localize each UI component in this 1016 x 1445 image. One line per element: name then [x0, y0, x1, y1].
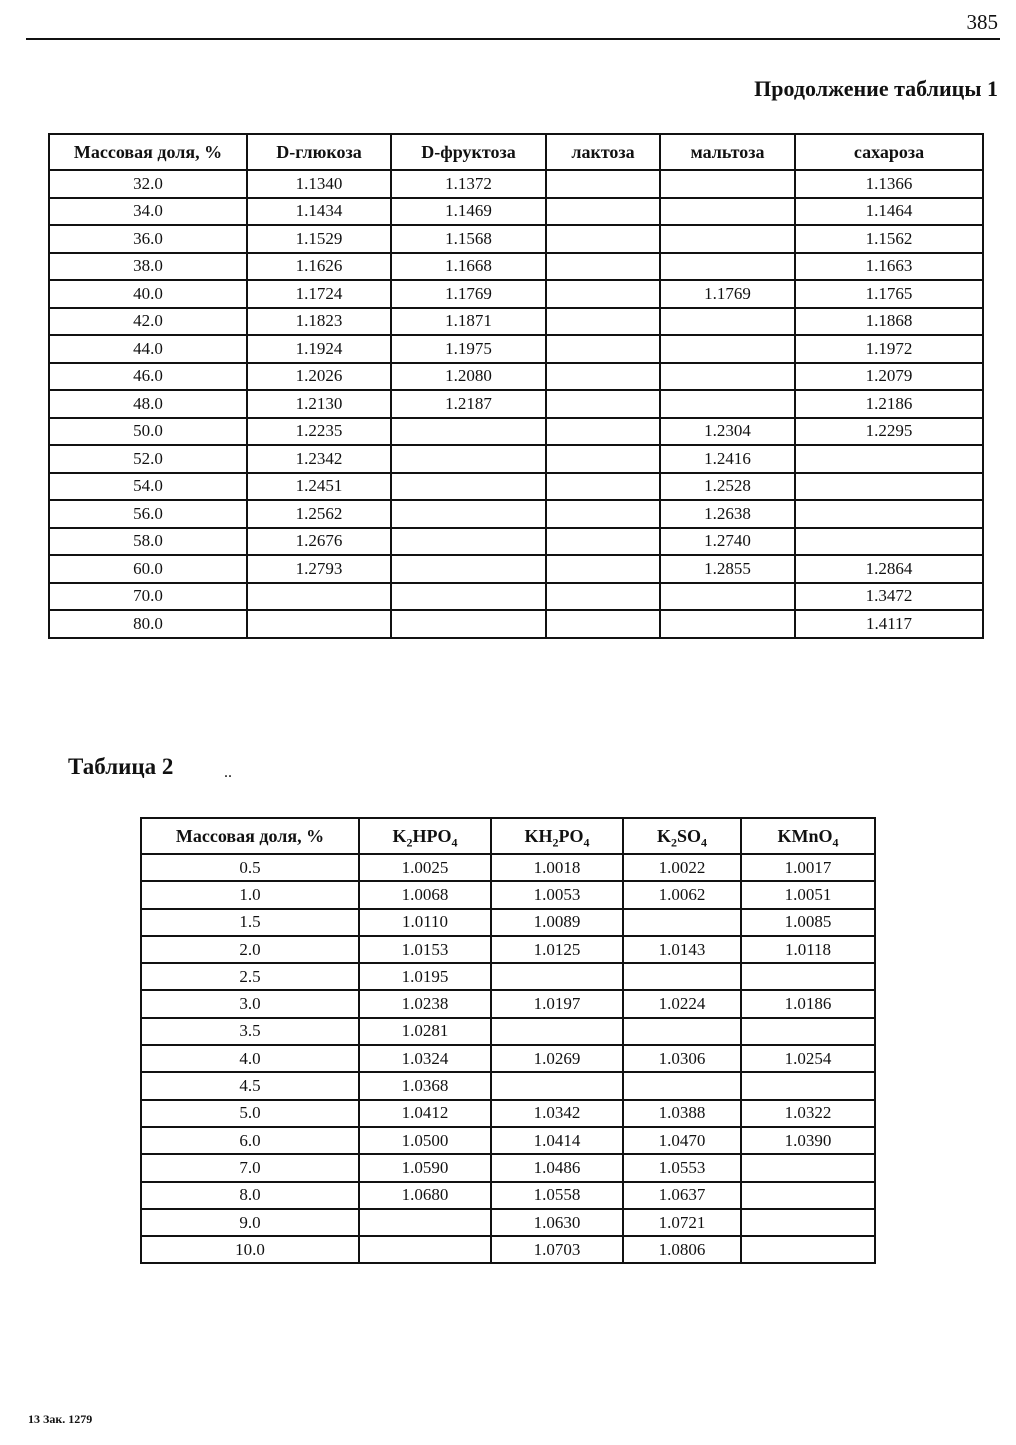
- table-cell: 1.2295: [795, 418, 983, 446]
- table-cell: [741, 1072, 875, 1099]
- table-cell: [546, 528, 660, 556]
- table-cell: 1.0125: [491, 936, 623, 963]
- table-cell: 1.2740: [660, 528, 795, 556]
- table-row: [141, 1236, 875, 1263]
- table-cell: 1.1529: [247, 225, 391, 253]
- table-cell: [660, 610, 795, 638]
- table-header-row: [49, 134, 983, 170]
- table-cell: 1.1724: [247, 280, 391, 308]
- table-cell: 1.4117: [795, 610, 983, 638]
- table-cell: 1.0051: [741, 881, 875, 908]
- table-cell: 1.2026: [247, 363, 391, 391]
- table-cell: [795, 528, 983, 556]
- table-cell: 1.0412: [359, 1100, 491, 1127]
- table-cell: [623, 909, 741, 936]
- table-cell: 1.0306: [623, 1045, 741, 1072]
- table-cell: 1.0186: [741, 990, 875, 1017]
- table-cell: 1.0342: [491, 1100, 623, 1127]
- table-cell: [391, 418, 546, 446]
- table-cell: 3.0: [141, 990, 359, 1017]
- table-cell: [491, 1018, 623, 1045]
- density-table-2: [140, 817, 876, 1264]
- table-cell: 42.0: [49, 308, 247, 336]
- formula-subscript: 2: [406, 835, 413, 850]
- column-header: [741, 818, 875, 854]
- table-cell: 1.5: [141, 909, 359, 936]
- table-cell: 1.0238: [359, 990, 491, 1017]
- table-row: [141, 1154, 875, 1181]
- table-cell: 1.0053: [491, 881, 623, 908]
- table-cell: 1.0806: [623, 1236, 741, 1263]
- table-cell: 1.1469: [391, 198, 546, 226]
- table-cell: 1.1434: [247, 198, 391, 226]
- formula-text: K: [392, 825, 407, 846]
- table-cell: [741, 1182, 875, 1209]
- table-cell: 6.0: [141, 1127, 359, 1154]
- table-cell: 1.2079: [795, 363, 983, 391]
- formula-text: K: [656, 825, 671, 846]
- formula-subscript: 4: [701, 835, 708, 850]
- table-cell: 1.0224: [623, 990, 741, 1017]
- table-cell: 40.0: [49, 280, 247, 308]
- table-cell: [546, 335, 660, 363]
- table-row: [141, 1182, 875, 1209]
- table-row: [141, 1100, 875, 1127]
- formula-subscript: 4: [451, 835, 458, 850]
- table-cell: 36.0: [49, 225, 247, 253]
- table-row: [49, 308, 983, 336]
- density-table-1: [48, 133, 984, 639]
- table-row: [141, 854, 875, 881]
- table-cell: 3.5: [141, 1018, 359, 1045]
- table-cell: 56.0: [49, 500, 247, 528]
- table-cell: 1.1366: [795, 170, 983, 198]
- table-cell: [546, 555, 660, 583]
- table-cell: [795, 473, 983, 501]
- table-cell: [546, 225, 660, 253]
- table-cell: 1.0553: [623, 1154, 741, 1181]
- table-cell: 1.0068: [359, 881, 491, 908]
- table-cell: 8.0: [141, 1182, 359, 1209]
- table-cell: 1.2186: [795, 390, 983, 418]
- table-cell: 1.1871: [391, 308, 546, 336]
- table-cell: 1.0153: [359, 936, 491, 963]
- table-cell: 1.1765: [795, 280, 983, 308]
- table-cell: 1.2451: [247, 473, 391, 501]
- table-cell: 46.0: [49, 363, 247, 391]
- footer-note: 13 Зак. 1279: [28, 1412, 93, 1426]
- table-cell: [660, 198, 795, 226]
- table-cell: 1.2676: [247, 528, 391, 556]
- table-cell: [546, 308, 660, 336]
- table-row: [141, 1018, 875, 1045]
- table-row: [49, 280, 983, 308]
- table-cell: 1.0062: [623, 881, 741, 908]
- table-row: [49, 198, 983, 226]
- table-cell: 1.0143: [623, 936, 741, 963]
- table-cell: 1.1340: [247, 170, 391, 198]
- table-cell: 34.0: [49, 198, 247, 226]
- formula-text: PO: [558, 825, 584, 846]
- table-cell: [546, 500, 660, 528]
- table-cell: [546, 390, 660, 418]
- table-cell: 1.3472: [795, 583, 983, 611]
- table-row: [49, 363, 983, 391]
- table-cell: [391, 528, 546, 556]
- table-cell: 44.0: [49, 335, 247, 363]
- table-cell: [546, 473, 660, 501]
- table-cell: 48.0: [49, 390, 247, 418]
- table-row: [49, 225, 983, 253]
- table-cell: [391, 445, 546, 473]
- table-cell: 1.0721: [623, 1209, 741, 1236]
- formula-subscript: 2: [552, 835, 559, 850]
- table-row: [49, 253, 983, 281]
- table-cell: 1.1868: [795, 308, 983, 336]
- table-cell: 1.2130: [247, 390, 391, 418]
- table-cell: 1.0197: [491, 990, 623, 1017]
- table-cell: 1.0269: [491, 1045, 623, 1072]
- table-cell: [741, 1236, 875, 1263]
- column-header: [491, 818, 623, 854]
- table-cell: 4.0: [141, 1045, 359, 1072]
- table-cell: [623, 1072, 741, 1099]
- table-cell: 2.5: [141, 963, 359, 990]
- formula-text: SO: [677, 825, 702, 846]
- table-cell: 1.1464: [795, 198, 983, 226]
- table-cell: 0.5: [141, 854, 359, 881]
- table-cell: 60.0: [49, 555, 247, 583]
- formula-text: HPO: [412, 825, 452, 846]
- table-cell: 4.5: [141, 1072, 359, 1099]
- table-cell: 9.0: [141, 1209, 359, 1236]
- table-row: [49, 583, 983, 611]
- table-cell: 38.0: [49, 253, 247, 281]
- table-cell: 54.0: [49, 473, 247, 501]
- table-cell: 1.1823: [247, 308, 391, 336]
- table-cell: [546, 418, 660, 446]
- page-number: 385: [966, 10, 998, 34]
- formula-subscript: 2: [671, 835, 677, 850]
- table-cell: 1.2793: [247, 555, 391, 583]
- table-cell: [391, 583, 546, 611]
- table-cell: [660, 308, 795, 336]
- table-cell: [546, 198, 660, 226]
- table-cell: [391, 473, 546, 501]
- table-cell: 7.0: [141, 1154, 359, 1181]
- table-cell: [491, 963, 623, 990]
- table-row: [49, 418, 983, 446]
- table-cell: 1.2416: [660, 445, 795, 473]
- table-header-row: [141, 818, 875, 854]
- table-cell: 5.0: [141, 1100, 359, 1127]
- table-row: [49, 528, 983, 556]
- table-cell: [391, 610, 546, 638]
- table-row: [141, 963, 875, 990]
- table-cell: [546, 583, 660, 611]
- table-row: [49, 555, 983, 583]
- table-cell: 1.0680: [359, 1182, 491, 1209]
- table-cell: [359, 1236, 491, 1263]
- formula-text: KMnO: [777, 825, 833, 846]
- table-cell: [660, 390, 795, 418]
- table-cell: 1.2864: [795, 555, 983, 583]
- table-row: [49, 500, 983, 528]
- table-cell: 10.0: [141, 1236, 359, 1263]
- table-cell: [546, 280, 660, 308]
- table-cell: 1.2235: [247, 418, 391, 446]
- continuation-caption: Продолжение таблицы 1: [754, 76, 998, 101]
- table-cell: [359, 1209, 491, 1236]
- table-cell: 1.0388: [623, 1100, 741, 1127]
- table-cell: 1.2187: [391, 390, 546, 418]
- table-cell: 1.0414: [491, 1127, 623, 1154]
- table-cell: 1.0630: [491, 1209, 623, 1236]
- table-cell: 1.1562: [795, 225, 983, 253]
- table-row: [49, 335, 983, 363]
- formula-subscript: 4: [583, 835, 590, 850]
- table-cell: 1.0500: [359, 1127, 491, 1154]
- table-cell: [546, 170, 660, 198]
- table-body: [141, 854, 875, 1263]
- table-cell: [741, 1209, 875, 1236]
- table-row: [49, 390, 983, 418]
- table-cell: [247, 583, 391, 611]
- column-header: сахароза: [795, 134, 983, 170]
- table-cell: [546, 610, 660, 638]
- table-cell: 1.0118: [741, 936, 875, 963]
- table-row: [141, 1072, 875, 1099]
- table-cell: 70.0: [49, 583, 247, 611]
- table-cell: 80.0: [49, 610, 247, 638]
- header-rule: [26, 38, 1000, 40]
- table-cell: 1.1663: [795, 253, 983, 281]
- table-row: [141, 1045, 875, 1072]
- table-cell: 1.0022: [623, 854, 741, 881]
- column-header: Массовая доля, %: [49, 134, 247, 170]
- table-cell: 1.0637: [623, 1182, 741, 1209]
- table-cell: [795, 445, 983, 473]
- table-cell: [660, 170, 795, 198]
- table-cell: 1.2342: [247, 445, 391, 473]
- column-header: D-фруктоза: [391, 134, 546, 170]
- table-body: [49, 170, 983, 638]
- column-header: D-глюкоза: [247, 134, 391, 170]
- table-cell: 1.1924: [247, 335, 391, 363]
- table-cell: 1.0110: [359, 909, 491, 936]
- column-header: [359, 818, 491, 854]
- column-header: мальтоза: [660, 134, 795, 170]
- table-cell: 1.0486: [491, 1154, 623, 1181]
- table-cell: [247, 610, 391, 638]
- table-cell: 1.0085: [741, 909, 875, 936]
- formula-subscript: 4: [832, 835, 839, 850]
- table-row: [141, 881, 875, 908]
- table-cell: [660, 583, 795, 611]
- table-cell: 1.0018: [491, 854, 623, 881]
- table-row: [49, 473, 983, 501]
- table-row: [141, 1209, 875, 1236]
- formula-text: KH: [524, 825, 553, 846]
- table-cell: 1.0390: [741, 1127, 875, 1154]
- table-cell: [546, 253, 660, 281]
- table-cell: 50.0: [49, 418, 247, 446]
- table-row: [141, 909, 875, 936]
- table-row: [49, 610, 983, 638]
- table-cell: 2.0: [141, 936, 359, 963]
- table-cell: 1.1972: [795, 335, 983, 363]
- caption-mark: ..: [224, 764, 232, 781]
- table-cell: 1.0322: [741, 1100, 875, 1127]
- table-cell: 1.0195: [359, 963, 491, 990]
- table-row: [141, 936, 875, 963]
- table-cell: 1.0281: [359, 1018, 491, 1045]
- table-cell: 1.1668: [391, 253, 546, 281]
- column-header: Массовая доля, %: [141, 818, 359, 854]
- table-cell: 52.0: [49, 445, 247, 473]
- table-cell: 1.2562: [247, 500, 391, 528]
- table-cell: 1.1568: [391, 225, 546, 253]
- table-cell: 1.1626: [247, 253, 391, 281]
- table-row: [49, 170, 983, 198]
- table-cell: 1.0470: [623, 1127, 741, 1154]
- table-cell: 1.1769: [660, 280, 795, 308]
- table-cell: [741, 1154, 875, 1181]
- table-cell: [741, 963, 875, 990]
- table-cell: 1.0017: [741, 854, 875, 881]
- table-cell: [546, 445, 660, 473]
- table-row: [141, 1127, 875, 1154]
- table-cell: [391, 500, 546, 528]
- table-cell: [660, 225, 795, 253]
- table-cell: 1.0089: [491, 909, 623, 936]
- table-cell: [741, 1018, 875, 1045]
- table-cell: 1.0324: [359, 1045, 491, 1072]
- table-cell: 1.1769: [391, 280, 546, 308]
- table-cell: 1.0: [141, 881, 359, 908]
- table-cell: [391, 555, 546, 583]
- table-cell: 1.2080: [391, 363, 546, 391]
- table-row: [141, 990, 875, 1017]
- table-cell: 1.0368: [359, 1072, 491, 1099]
- table-cell: [623, 1018, 741, 1045]
- table-cell: [546, 363, 660, 391]
- table-cell: 1.2304: [660, 418, 795, 446]
- table-cell: [660, 363, 795, 391]
- table-cell: 1.1975: [391, 335, 546, 363]
- table-cell: 1.0254: [741, 1045, 875, 1072]
- table-row: [49, 445, 983, 473]
- table-cell: 1.0025: [359, 854, 491, 881]
- table-cell: [795, 500, 983, 528]
- table-cell: 1.2855: [660, 555, 795, 583]
- table-cell: 1.2528: [660, 473, 795, 501]
- table-cell: 1.0590: [359, 1154, 491, 1181]
- table-cell: 1.0558: [491, 1182, 623, 1209]
- table-cell: 1.1372: [391, 170, 546, 198]
- column-header: лактоза: [546, 134, 660, 170]
- table-cell: [623, 963, 741, 990]
- table-cell: [491, 1072, 623, 1099]
- column-header: [623, 818, 741, 854]
- table-cell: 58.0: [49, 528, 247, 556]
- table-cell: 1.0703: [491, 1236, 623, 1263]
- table-cell: [660, 253, 795, 281]
- table-cell: 32.0: [49, 170, 247, 198]
- table-cell: [660, 335, 795, 363]
- table-cell: 1.2638: [660, 500, 795, 528]
- table2-caption: Таблица 2: [68, 754, 174, 779]
